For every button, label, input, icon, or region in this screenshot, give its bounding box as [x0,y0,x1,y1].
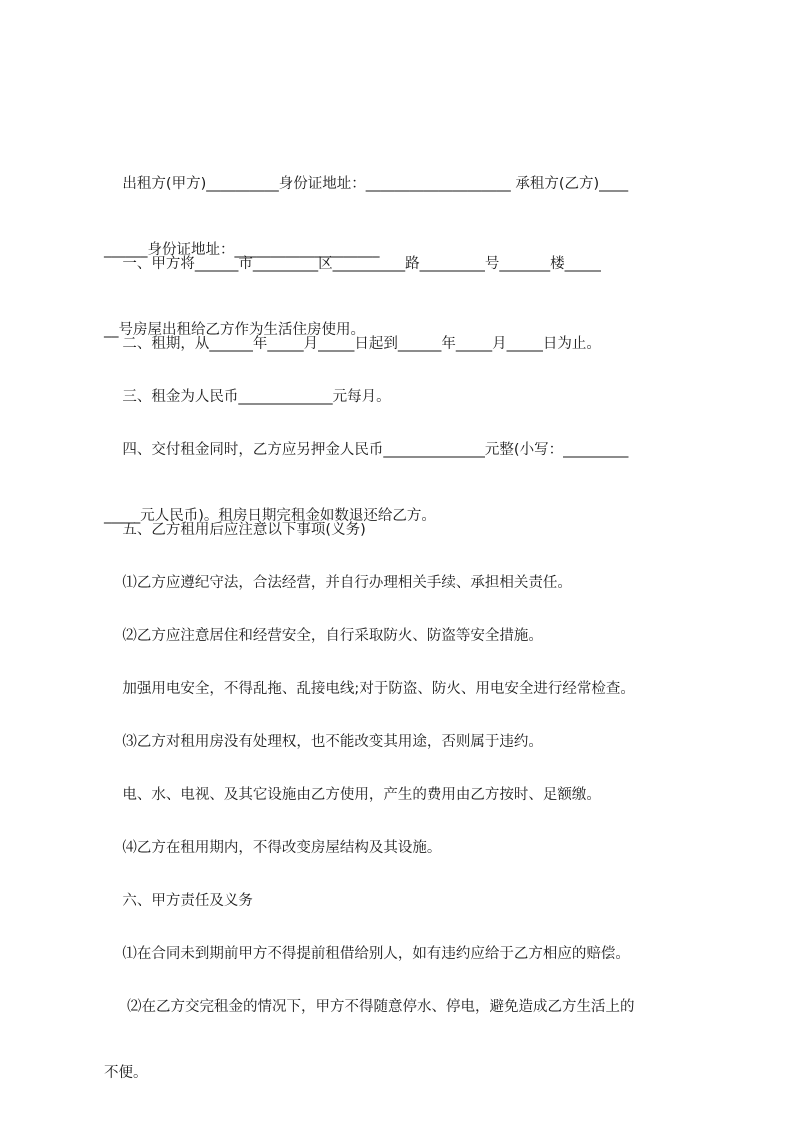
text-line: 电、水、电视、及其它设施由乙方使用，产生的费用由乙方按时、足额缴。 [104,787,601,803]
text-line: 一、甲方将______市_________区__________路_________号_______楼_____ [104,256,601,272]
clause-6-item-2 [104,952,704,1128]
text-line: __号房屋出租给乙方作为生活住房使用。 [104,322,365,338]
text-line: ⑷乙方在租用期内，不得改变房屋结构及其设施。 [104,840,442,856]
text-line: ⑴乙方应遵纪守法，合法经营，并自行办理相关手续、承担相关责任。 [104,575,572,591]
text-line: ⑶乙方对租用房没有处理权，也不能改变其用途，否则属于违约。 [104,734,543,750]
text-line: ⑴在合同未到期前甲方不得提前租借给别人，如有违约应给于乙方相应的赔偿。 [104,946,630,962]
text-line: _____元人民币)。租房日期完租金如数退还给乙方。 [104,508,436,524]
text-line: 三、租金为人民币_____________元每月。 [104,389,391,405]
text-line: 出租方(甲方)__________身份证地址：____________________ 承租方(乙方)____ [104,176,629,192]
text-line: ⑵在乙方交完租金的情况下，甲方不得随意停水、停电，避免造成乙方生活上的 [104,999,635,1015]
text-line: 不便。 [104,1065,148,1081]
text-line: 加强用电安全，不得乱拖、乱接电线;对于防盗、防火、用电安全进行经常检查。 [104,681,635,697]
text-line: ⑵乙方应注意居住和经营安全，自行采取防火、防盗等安全措施。 [104,628,543,644]
text-line: 五、乙方租用后应注意以下事项(义务) [104,522,366,538]
text-line: 二、租期，从______年_____月_____日起到______年_____月_____日为止。 [104,336,601,352]
text-line: 六、甲方责任及义务 [104,893,253,909]
text-line: ______身份证地址：____________________ [104,242,380,258]
text-line: 四、交付租金同时，乙方应另押金人民币______________元整(小写：_________ [104,442,629,458]
